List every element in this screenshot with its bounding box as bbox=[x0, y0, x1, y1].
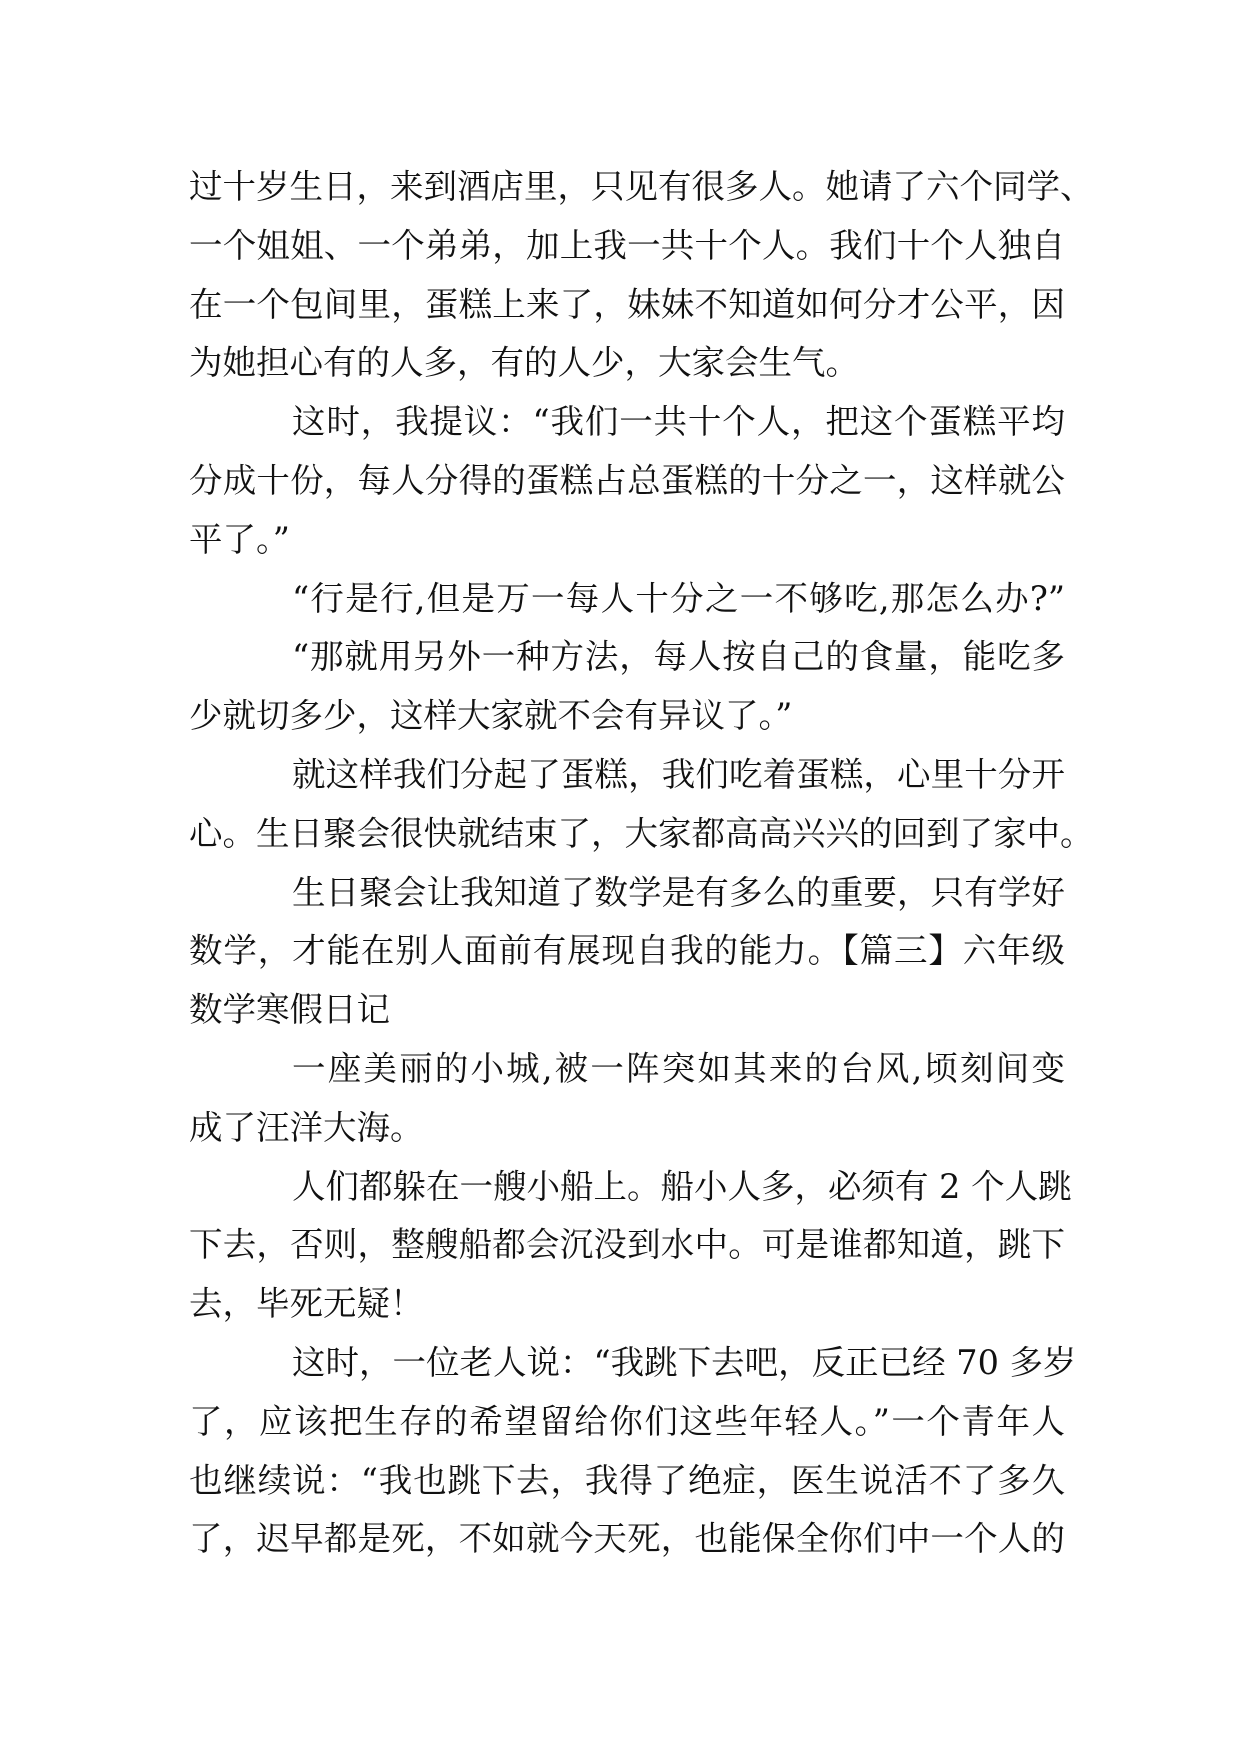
text-line: 也继续说：“我也跳下去，我得了绝症，医生说活不了多久 bbox=[189, 1460, 1065, 1500]
text-line: 数学寒假日记 bbox=[189, 990, 390, 1030]
text-line: 生日聚会让我知道了数学是有多么的重要，只有学好 bbox=[292, 872, 1065, 912]
text-line: 心。生日聚会很快就结束了，大家都高高兴兴的回到了家中。 bbox=[189, 813, 1094, 853]
text-line: “行是行,但是万一每人十分之一不够吃,那怎么办?” bbox=[292, 578, 1065, 618]
document-body bbox=[189, 158, 1094, 1569]
text-line: 下去，否则，整艘船都会沉没到水中。可是谁都知道，跳下 bbox=[189, 1225, 1065, 1265]
text-line: 分成十份，每人分得的蛋糕占总蛋糕的十分之一，这样就公 bbox=[189, 460, 1065, 500]
text-line: 去，毕死无疑！ bbox=[189, 1284, 424, 1324]
text-line: 人们都躲在一艘小船上。船小人多，必须有 2 个人跳 bbox=[292, 1166, 1072, 1206]
text-line: 一个姐姐、一个弟弟，加上我一共十个人。我们十个人独自 bbox=[189, 225, 1065, 265]
text-line: 了，迟早都是死，不如就今天死，也能保全你们中一个人的 bbox=[189, 1519, 1065, 1559]
text-line: 就这样我们分起了蛋糕，我们吃着蛋糕，心里十分开 bbox=[292, 754, 1065, 794]
text-line: “那就用另外一种方法，每人按自己的食量，能吃多 bbox=[292, 637, 1065, 677]
text-line: 少就切多少，这样大家就不会有异议了。” bbox=[189, 696, 793, 736]
text-line: 在一个包间里，蛋糕上来了，妹妹不知道如何分才公平，因 bbox=[189, 284, 1065, 324]
text-line: 了，应该把生存的希望留给你们这些年轻人。”一个青年人 bbox=[189, 1401, 1065, 1441]
text-line: 这时，一位老人说：“我跳下去吧，反正已经 70 多岁 bbox=[292, 1342, 1077, 1382]
text-line: 为她担心有的人多，有的人少，大家会生气。 bbox=[189, 343, 859, 383]
text-line: 这时，我提议：“我们一共十个人，把这个蛋糕平均 bbox=[292, 402, 1065, 442]
text-line: 成了汪洋大海。 bbox=[189, 1107, 424, 1147]
text-line: 平了。” bbox=[189, 519, 290, 559]
text-line: 过十岁生日，来到酒店里，只见有很多人。她请了六个同学、 bbox=[189, 167, 1094, 206]
text-line: 一座美丽的小城,被一阵突如其来的台风,顷刻间变 bbox=[292, 1048, 1065, 1088]
text-line: 数学，才能在别人面前有展现自我的能力。【篇三】六年级 bbox=[189, 931, 1065, 971]
